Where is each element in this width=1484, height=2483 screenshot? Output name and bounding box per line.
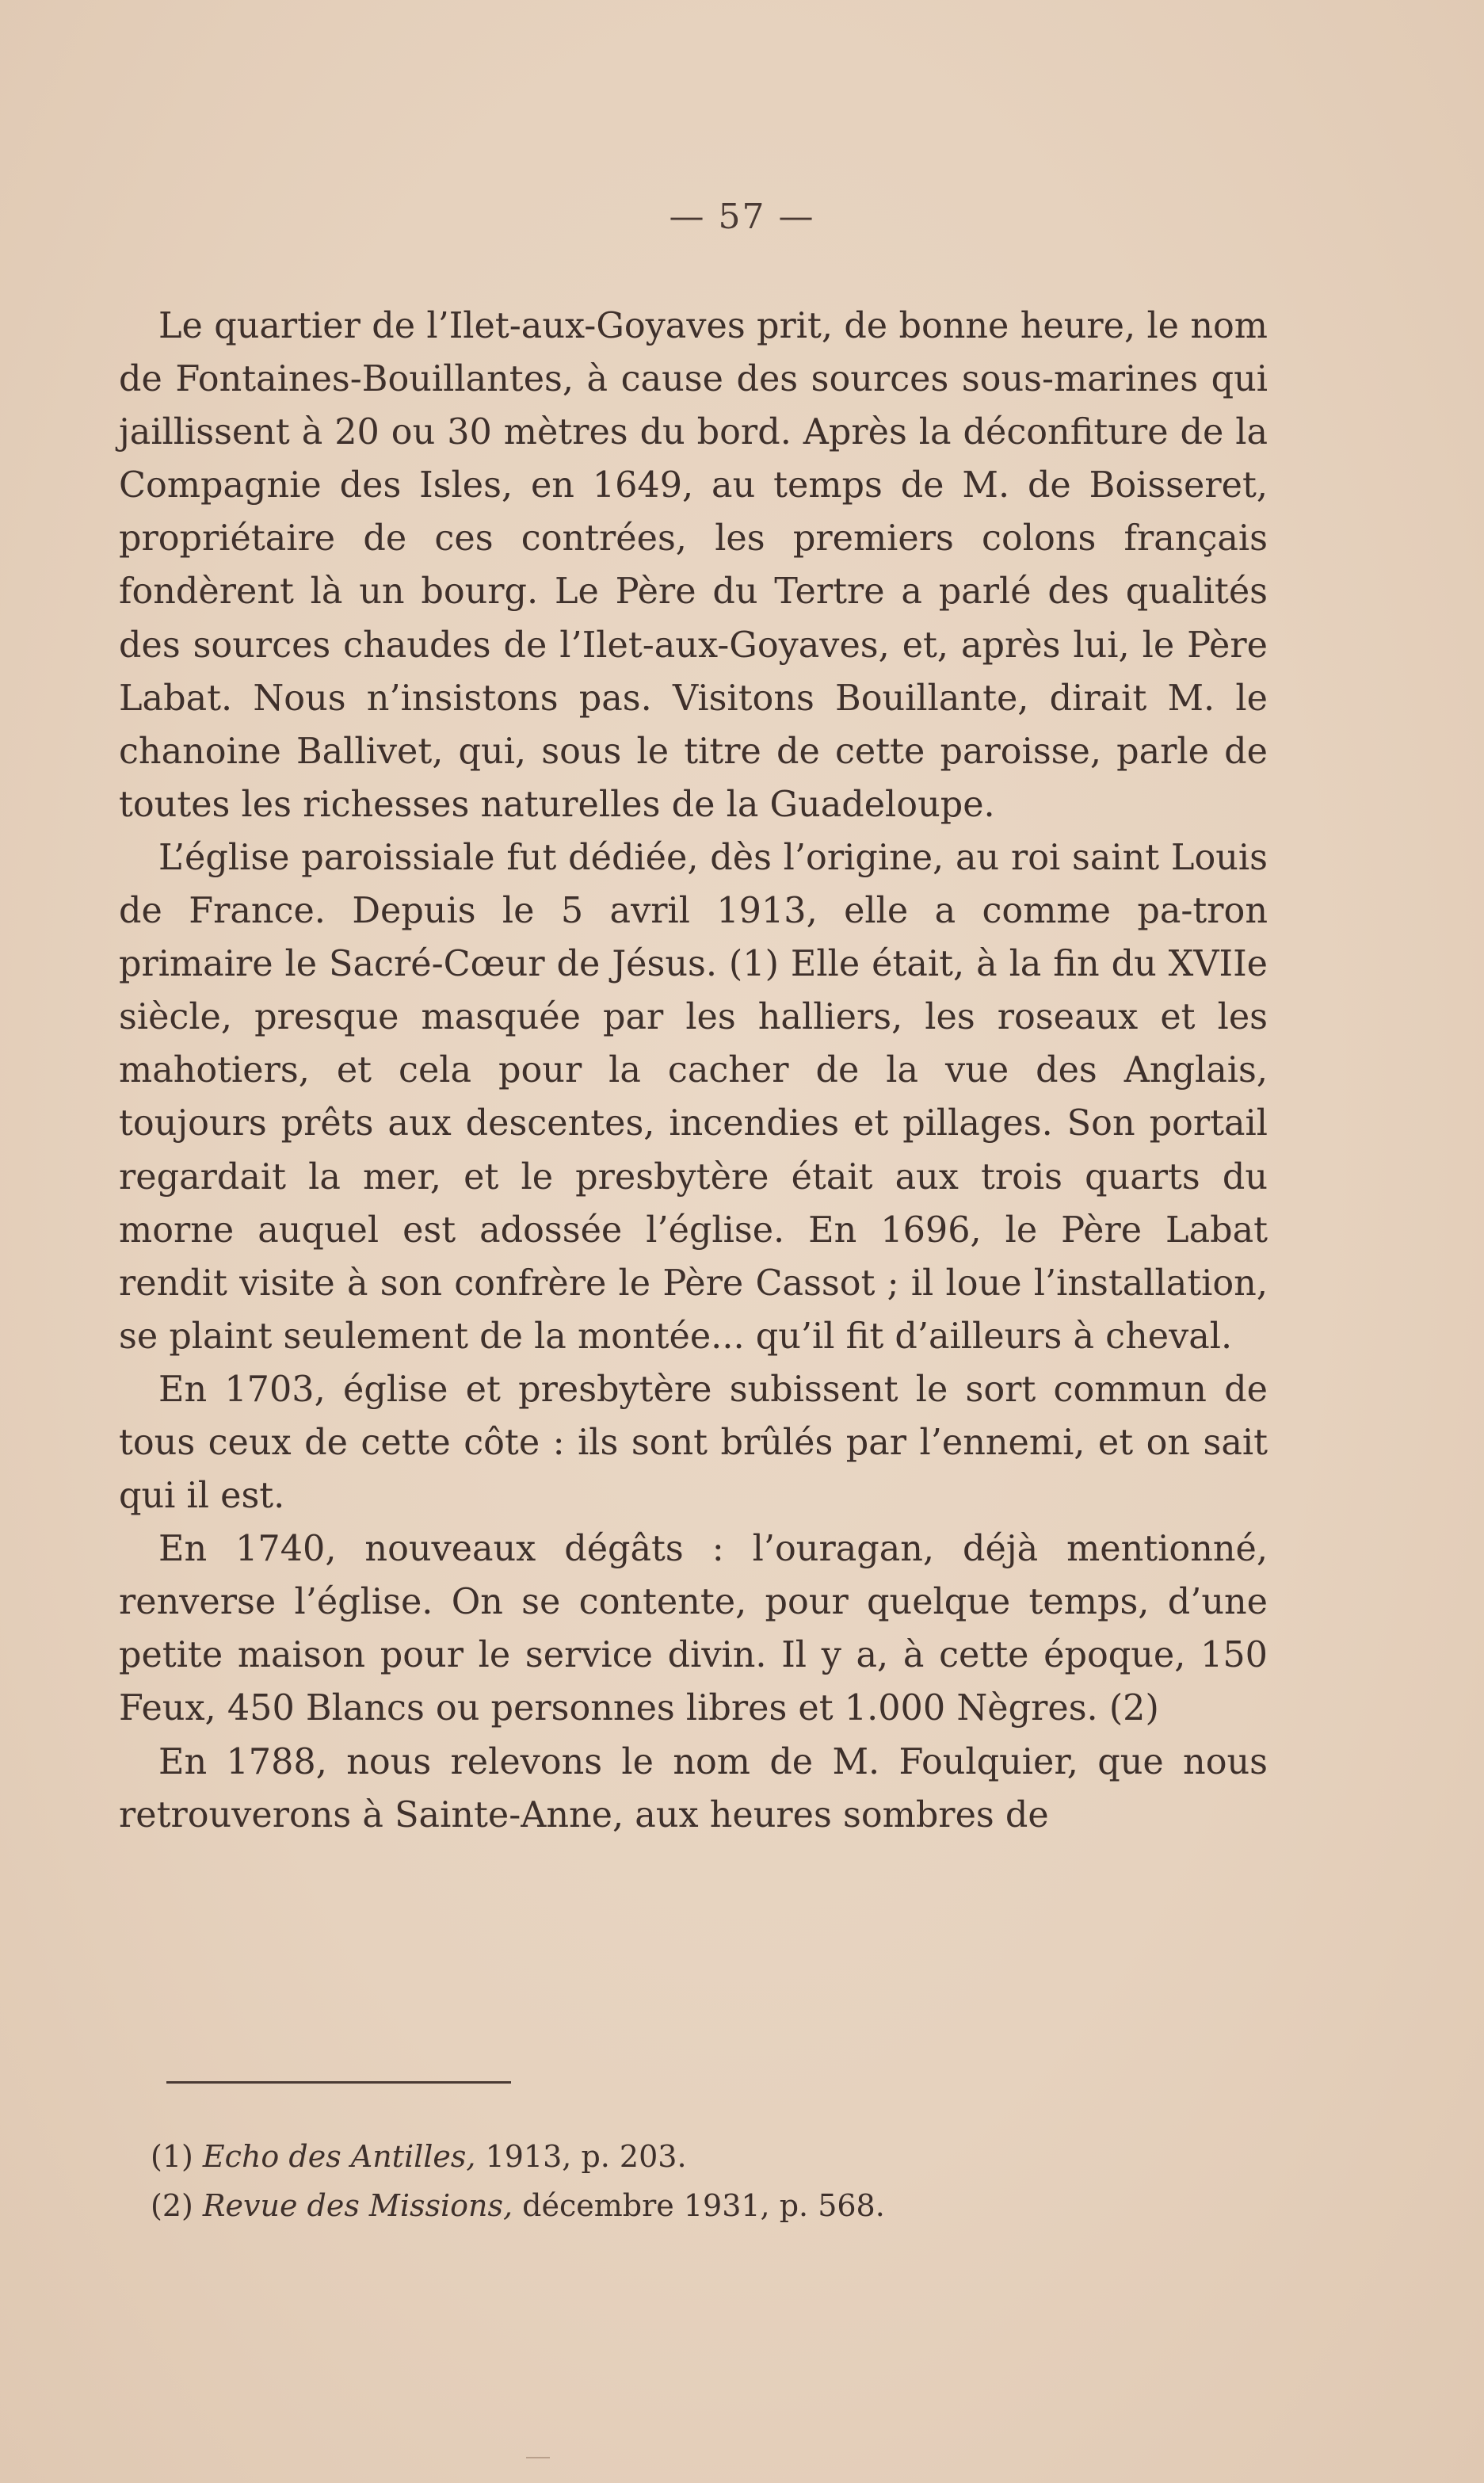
paragraph: En 1788, nous relevons le nom de M. Foulquier, que nous retrouverons à Sainte-Anne, aux heures sombres de: [119, 1741, 1268, 1836]
paragraph: En 1703, église et presbytère subissent le sort commun de tous ceux de cette côte : ils sont brûlés par l’ennemi, et on sait qui il est.: [119, 1369, 1268, 1517]
footnote-marker: (1): [151, 2139, 193, 2174]
paragraph: L’église paroissiale fut dédiée, dès l’origine, au roi saint Louis de France. Depuis le 5 avril 1913, elle a comme pa-tron primaire le Sacré-Cœur de Jésus. (1) Elle était, à la fin du XVIIe siècle, presque masquée par les halliers, les roseaux et les mahotiers, et cela pour la cacher de la vue des Anglais, toujours prêts aux descentes, incendies et pillages. Son portail regardait la mer, et le presbytère était aux trois quarts du morne auquel est adossée l’église. En 1696, le Père Labat rendit visite à son confrère le Père Cassot ; il loue l’installation, se plaint seulement de la montée... qu’il fit d’ailleurs à cheval.: [119, 837, 1268, 1357]
footnote-reference: décembre 1931, p. 568.: [522, 2188, 885, 2223]
footnote-source-title: Revue des Missions,: [202, 2188, 513, 2223]
page-edge-mark: [526, 2457, 550, 2458]
paragraph: En 1740, nouveaux dégâts : l’ouragan, déjà mentionné, renverse l’église. On se contente, pour quelque temps, d’une petite maison pour le service divin. Il y a, à cette époque, 150 Feux, 450 Blancs ou personnes libres et 1.000 Nègres. (2): [119, 1529, 1268, 1729]
footnote-divider: [166, 2081, 511, 2084]
body-text: [119, 300, 1268, 1842]
footnote: [151, 2181, 1181, 2230]
footnote-source-title: Echo des Antilles,: [202, 2139, 476, 2174]
footnotes: [151, 2132, 1181, 2230]
footnote-marker: (2): [151, 2188, 193, 2223]
footnote: [151, 2132, 1181, 2181]
paragraph: Le quartier de l’Ilet-aux-Goyaves prit, de bonne heure, le nom de Fontaines-Bouillantes, à cause des sources sous-marines qui jaillissent à 20 ou 30 mètres du bord. Après la déconfiture de la Compagnie des Isles, en 1649, au temps de M. de Boisseret, propriétaire de ces contrées, les premiers colons français fondèrent là un bourg. Le Père du Tertre a parlé des qualités des sources chaudes de l’Ilet-aux-Goyaves, et, après lui, le Père Labat. Nous n’insistons pas. Visitons Bouillante, dirait M. le chanoine Ballivet, qui, sous le titre de cette paroisse, parle de toutes les richesses naturelles de la Guadeloupe.: [119, 306, 1268, 825]
page-number: — 57 —: [669, 197, 815, 237]
footnote-reference: 1913, p. 203.: [485, 2139, 687, 2174]
